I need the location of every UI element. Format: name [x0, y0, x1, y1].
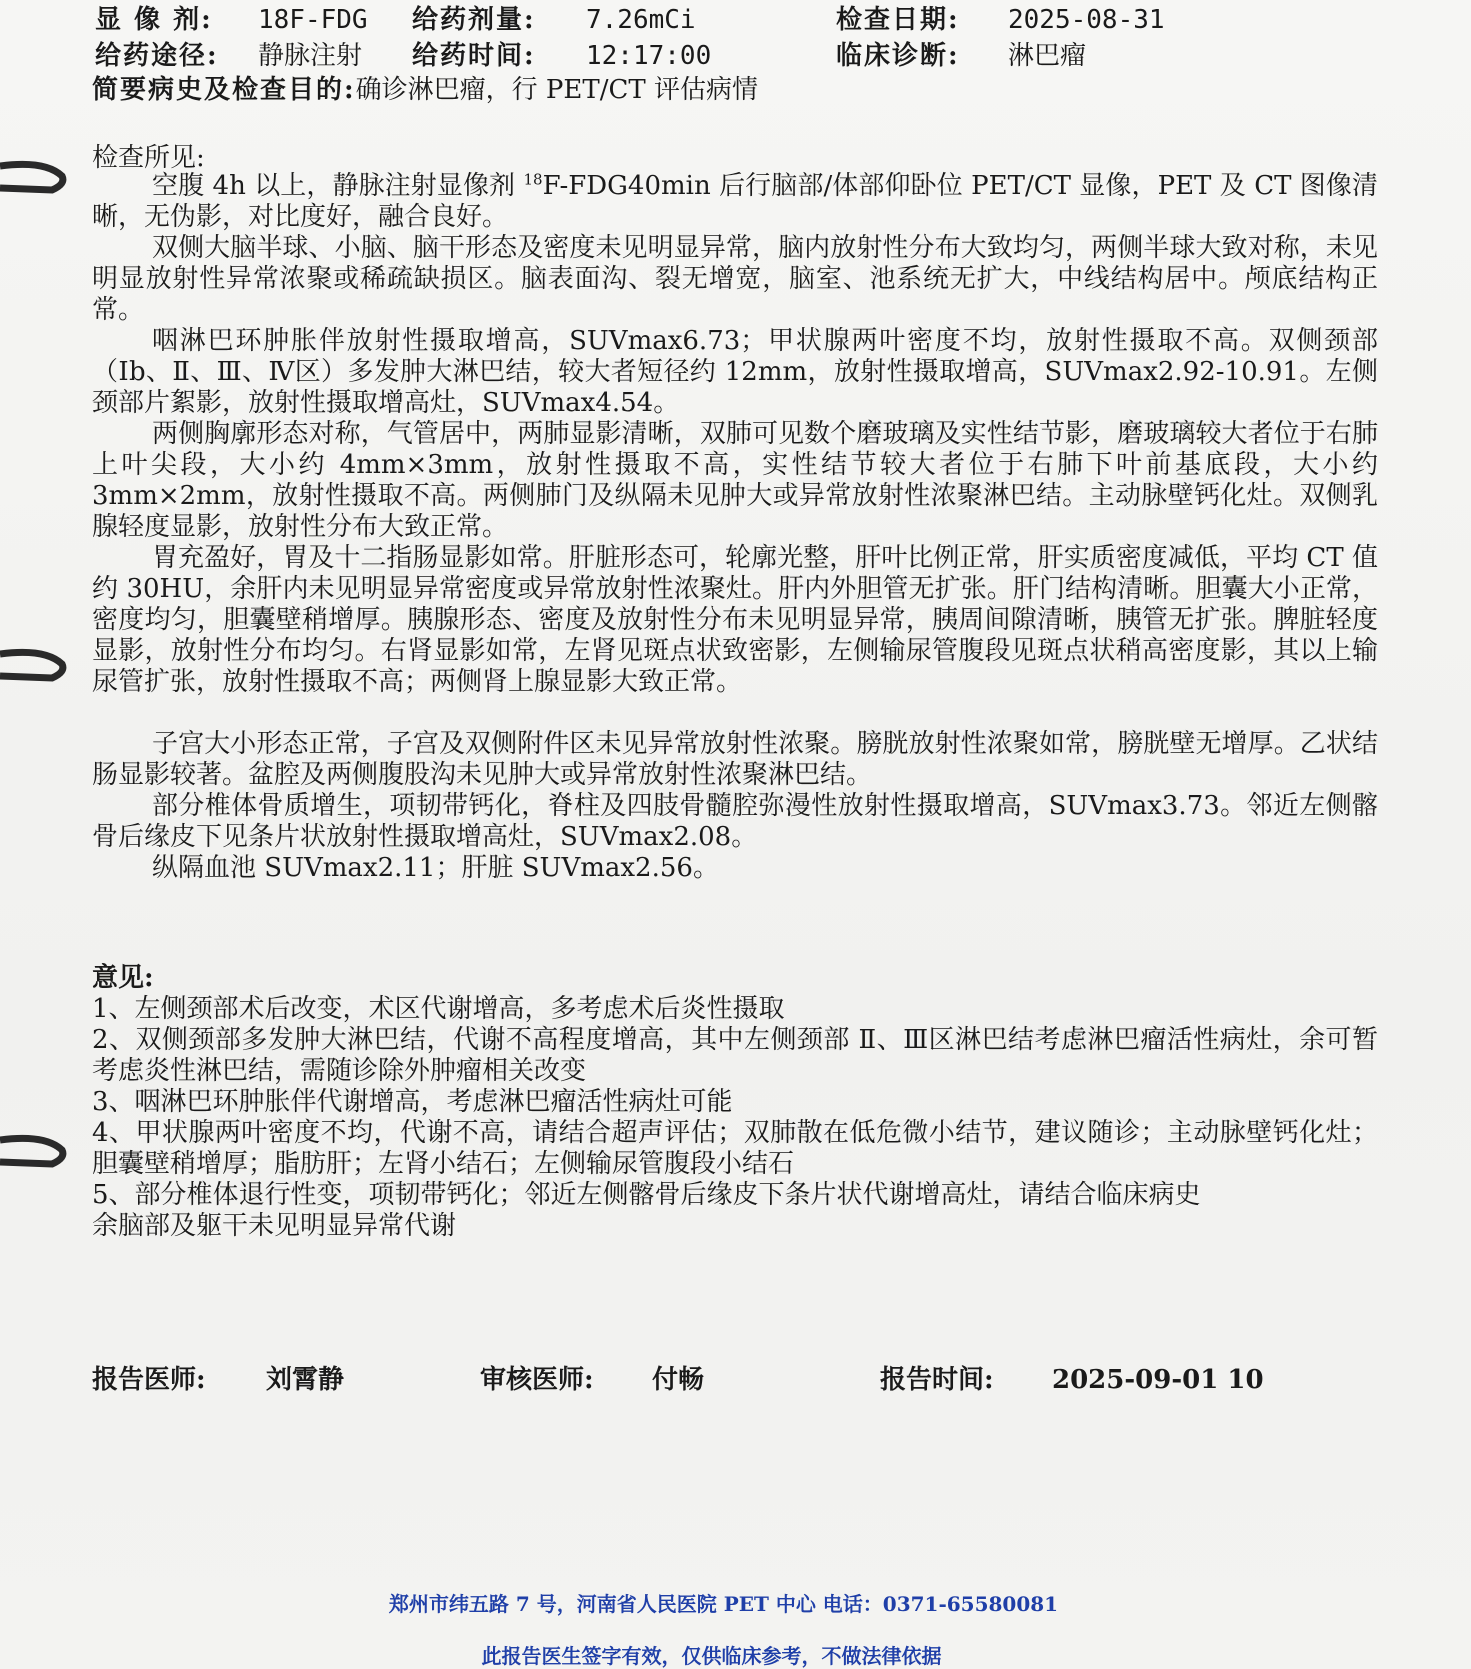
diagnosis-value: 淋巴瘤 — [1008, 41, 1087, 71]
dose-label: 给药剂量: — [412, 5, 536, 35]
binder-ring-icon — [0, 646, 70, 686]
diagnosis-label: 临床诊断: — [836, 41, 960, 71]
isotope-superscript: 18 — [523, 170, 543, 189]
conclusion-item: 余脑部及躯干未见明显异常代谢 — [92, 1211, 457, 1241]
conclusion-item: 4、甲状腺两叶密度不均，代谢不高，请结合超声评估；双肺散在低危微小结节，建议随诊；主动脉壁钙化灶；胆囊壁稍增厚；脂肪肝；左肾小结石；左侧输尿管腹段小结石 — [92, 1118, 1378, 1179]
findings-text: F-FDG40min 后行脑部/体部仰卧位 PET/CT 显像，PET 及 CT 图像清晰，无伪影，对比度好，融合良好。 — [92, 171, 1378, 232]
findings-paragraph: 胃充盈好，胃及十二指肠显影如常。肝脏形态可，轮廓光整，肝叶比例正常，肝实质密度减低，平均 CT 值约 30HU，余肝内未见明显异常密度或异常放射性浓聚灶。肝内外胆管无扩张。肝门结构清晰。胆囊大小正常，密度均匀，胆囊壁稍增厚。胰腺形态、密度及放射性分布未见明显异常，胰周间隙清晰，胰管无扩张。脾脏轻度显影，放射性分布均匀。右肾显影如常，左肾见斑点状致密影，左侧输尿管腹段见斑点状稍高密度影，其以上输尿管扩张，放射性摄取不高；两侧肾上腺显影大致正常。 — [92, 543, 1378, 697]
findings-paragraph: 子宫大小形态正常，子宫及双侧附件区未见异常放射性浓聚。膀胱放射性浓聚如常，膀胱壁无增厚。乙状结肠显影较著。盆腔及两侧腹股沟未见肿大或异常放射性浓聚淋巴结。 — [92, 729, 1378, 790]
conclusion-item: 1、左侧颈部术后改变，术区代谢增高，多考虑术后炎性摄取 — [92, 994, 785, 1024]
dose-value: 7.26mCi — [586, 5, 696, 35]
route-value: 静脉注射 — [258, 41, 363, 71]
findings-paragraph: 双侧大脑半球、小脑、脑干形态及密度未见明显异常，脑内放射性分布大致均匀，两侧半球大致对称，未见明显放射性异常浓聚或稀疏缺损区。脑表面沟、裂无增宽，脑室、池系统无扩大，中线结构居中。颅底结构正常。 — [92, 233, 1378, 325]
report-time-value: 2025-09-01 10 — [1052, 1365, 1264, 1395]
footer-address: 郑州市纬五路 7 号，河南省人民医院 PET 中心 电话：0371-65580081 — [388, 1592, 1059, 1616]
route-label: 给药途径: — [95, 41, 219, 71]
reviewer-label: 审核医师: — [480, 1365, 594, 1395]
findings-paragraph: 咽淋巴环肿胀伴放射性摄取增高，SUVmax6.73；甲状腺两叶密度不均，放射性摄取不高。双侧颈部（Ⅰb、Ⅱ、Ⅲ、Ⅳ区）多发肿大淋巴结，较大者短径约 12mm，放射性摄取增高，SUVmax2.92-10.91。左侧颈部片絮影，放射性摄取增高灶，SUVmax4.54。 — [92, 326, 1378, 418]
time-label: 给药时间: — [412, 41, 536, 71]
agent-value: 18F-FDG — [258, 5, 368, 35]
findings-heading: 检查所见: — [92, 143, 205, 173]
findings-paragraph: 部分椎体骨质增生，项韧带钙化，脊柱及四肢骨髓腔弥漫性放射性摄取增高，SUVmax3.73。邻近左侧髂骨后缘皮下见条片状放射性摄取增高灶，SUVmax2.08。 — [92, 791, 1378, 852]
conclusion-heading: 意见: — [92, 963, 154, 993]
footer-disclaimer: 此报告医生签字有效，仅供临床参考，不做法律依据 — [481, 1644, 942, 1668]
binder-ring-icon — [0, 1132, 70, 1172]
history-label: 简要病史及检查目的: — [92, 75, 356, 105]
findings-text: 空腹 4h 以上，静脉注射显像剂 — [152, 171, 524, 201]
findings-paragraph: 两侧胸廓形态对称，气管居中，两肺显影清晰，双肺可见数个磨玻璃及实性结节影，磨玻璃较大者位于右肺上叶尖段，大小约 4mm×3mm，放射性摄取不高，实性结节较大者位于右肺下叶前基底段，大小约 3mm×2mm，放射性摄取不高。两侧肺门及纵隔未见肿大或异常放射性浓聚淋巴结。主动脉壁钙化灶。双侧乳腺轻度显影，放射性分布大致正常。 — [92, 419, 1378, 542]
history-line — [92, 74, 758, 106]
binder-ring-icon — [0, 158, 70, 198]
report-time-label: 报告时间: — [880, 1365, 994, 1395]
exam-date-label: 检查日期: — [836, 5, 960, 35]
agent-label: 显 像 剂: — [95, 5, 213, 35]
conclusion-item: 2、双侧颈部多发肿大淋巴结，代谢不高程度增高，其中左侧颈部 Ⅱ、Ⅲ区淋巴结考虑淋巴瘤活性病灶，余可暂考虑炎性淋巴结，需随诊除外肿瘤相关改变 — [92, 1025, 1378, 1086]
exam-date-value: 2025-08-31 — [1008, 5, 1165, 35]
time-value: 12:17:00 — [586, 41, 712, 71]
reporter-name: 刘霄静 — [266, 1365, 345, 1395]
findings-paragraph: 纵隔血池 SUVmax2.11；肝脏 SUVmax2.56。 — [152, 853, 719, 883]
history-value: 确诊淋巴瘤，行 PET/CT 评估病情 — [355, 75, 758, 105]
conclusion-item: 5、部分椎体退行性变，项韧带钙化；邻近左侧髂骨后缘皮下条片状代谢增高灶，请结合临床病史 — [92, 1180, 1201, 1210]
reviewer-name: 付畅 — [652, 1365, 705, 1395]
findings-paragraph — [92, 171, 1378, 233]
conclusion-item: 3、咽淋巴环肿胀伴代谢增高，考虑淋巴瘤活性病灶可能 — [92, 1087, 733, 1117]
reporter-label: 报告医师: — [92, 1365, 206, 1395]
